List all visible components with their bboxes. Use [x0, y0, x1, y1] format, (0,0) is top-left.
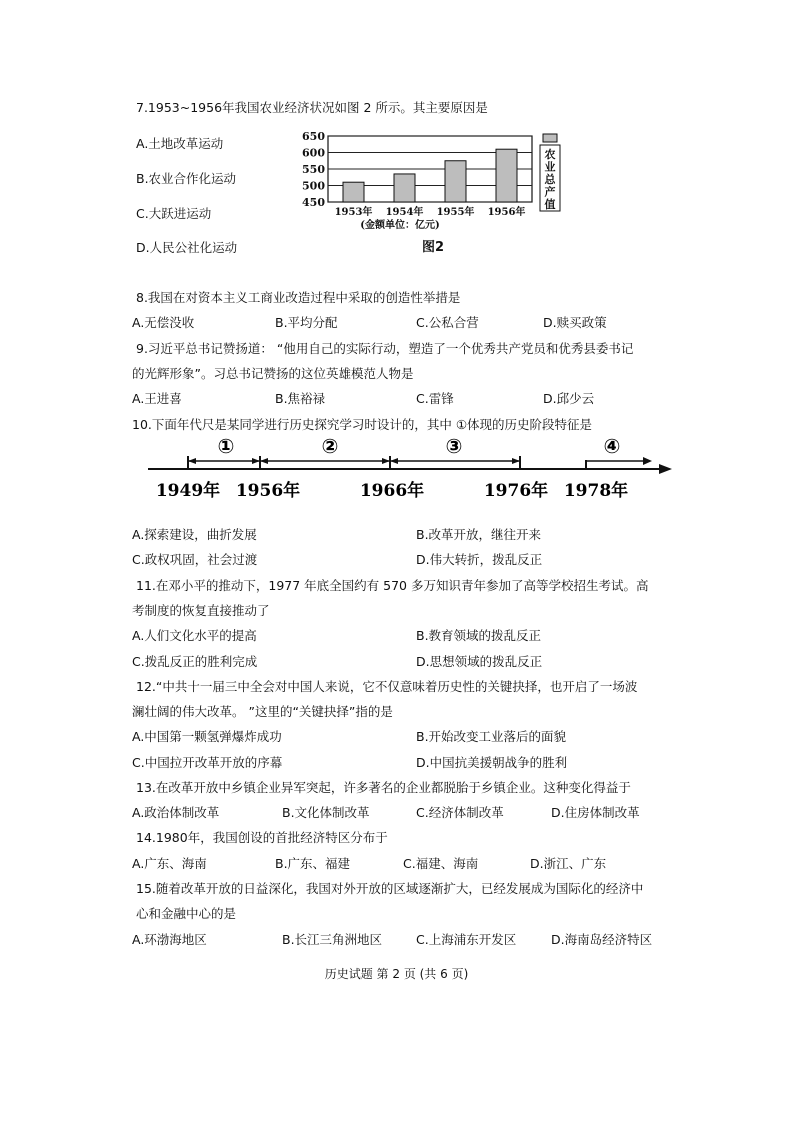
q12-option-c: C.中国拉开改革开放的序幕 — [132, 755, 283, 770]
q7-option-d: D.人民公社化运动 — [136, 240, 238, 255]
q8-option-a: A.无偿没收 — [132, 315, 195, 330]
timeline-year-1976: 1976年 — [483, 481, 549, 501]
q14-option-d: D.浙江、广东 — [530, 856, 607, 871]
q8-option-c: C.公私合营 — [416, 315, 479, 330]
q9-option-c: C.雷锋 — [416, 391, 454, 406]
q13-option-c: C.经济体制改革 — [416, 805, 504, 820]
q13-stem: 13.在改革开放中乡镇企业异军突起，许多著名的企业都脱胎于乡镇企业。这种变化得益于 — [136, 780, 631, 795]
chart-legend-char: 产 — [544, 185, 556, 199]
chart-legend-swatch — [543, 134, 557, 142]
q10-stem: 10.下面年代尺是某同学进行历史探究学习时设计的，其中 ①体现的历史阶段特征是 — [132, 417, 593, 432]
q14-option-b: B.广东、福建 — [275, 856, 351, 871]
page-footer: 历史试题 第 2 页 (共 6 页) — [324, 967, 469, 981]
q10-option-a: A.探索建设，曲折发展 — [132, 527, 257, 542]
q13-option-a: A.政治体制改革 — [132, 805, 220, 820]
q11-option-b: B.教育领域的拨乱反正 — [416, 628, 542, 643]
q8-option-d: D.赎买政策 — [543, 315, 607, 330]
timeline-label-3: ③ — [445, 434, 463, 458]
q9-stem-line1: 9.习近平总书记赞扬道： “他用自己的实际行动，塑造了一个优秀共产党员和优秀县委书记 — [136, 341, 634, 356]
timeline-year-1956: 1956年 — [235, 481, 301, 501]
timeline-year-1966: 1966年 — [359, 481, 425, 501]
chart-bar — [343, 182, 364, 202]
q11-stem-line2: 考制度的恢复直接推动了 — [132, 603, 270, 618]
q12-option-d: D.中国抗美援朝战争的胜利 — [416, 755, 568, 770]
chart-bar — [445, 161, 466, 202]
q11-option-d: D.思想领域的拨乱反正 — [416, 654, 543, 669]
q14-stem: 14.1980年，我国创设的首批经济特区分布于 — [136, 830, 388, 845]
q15-option-a: A.环渤海地区 — [132, 932, 207, 947]
q15-option-b: B.长江三角洲地区 — [282, 932, 383, 947]
chart-legend-char: 总 — [544, 173, 556, 186]
q9-option-a: A.王进喜 — [132, 391, 182, 406]
q7-option-a: A.土地改革运动 — [136, 136, 224, 151]
agriculture-output-bar-chart — [296, 128, 566, 234]
q11-option-a: A.人们文化水平的提高 — [132, 628, 257, 643]
chart-category-label: 1953年 — [334, 207, 373, 218]
q7-option-b: B.农业合作化运动 — [136, 171, 237, 186]
chart-y-tick-label: 600 — [302, 146, 325, 160]
q9-option-d: D.邱少云 — [543, 391, 595, 406]
q15-option-c: C.上海浦东开发区 — [416, 932, 517, 947]
q11-option-c: C.拨乱反正的胜利完成 — [132, 654, 258, 669]
figure-2-label: 图2 — [422, 240, 445, 255]
q10-option-c: C.政权巩固，社会过渡 — [132, 552, 258, 567]
chart-bar — [394, 174, 415, 202]
q15-option-d: D.海南岛经济特区 — [551, 932, 653, 947]
chart-legend-char: 业 — [544, 160, 556, 174]
q9-option-b: B.焦裕禄 — [275, 391, 326, 406]
chart-y-tick-label: 450 — [302, 196, 325, 209]
timeline-year-1949: 1949年 — [155, 481, 221, 501]
q14-option-a: A.广东、海南 — [132, 856, 207, 871]
q10-option-d: D.伟大转折，拨乱反正 — [416, 552, 543, 567]
timeline-ruler — [140, 434, 680, 506]
chart-y-tick-label: 550 — [302, 163, 325, 176]
q7-option-c: C.大跃进运动 — [136, 206, 212, 221]
chart-y-tick-label: 650 — [302, 130, 325, 143]
q12-option-a: A.中国第一颗氢弹爆炸成功 — [132, 729, 282, 744]
timeline-label-2: ② — [321, 434, 339, 458]
chart-category-label: 1956年 — [487, 207, 526, 218]
timeline-year-1978: 1978年 — [563, 481, 629, 501]
q15-stem-line1: 15.随着改革开放的日益深化，我国对外开放的区域逐渐扩大，已经发展成为国际化的经济中 — [136, 881, 644, 896]
chart-y-tick-label: 500 — [302, 179, 325, 193]
q13-option-d: D.住房体制改革 — [551, 805, 640, 820]
chart-category-label: 1955年 — [436, 207, 475, 218]
q10-option-b: B.改革开放，继往开来 — [416, 527, 542, 542]
q11-stem-line1: 11.在邓小平的推动下，1977 年底全国约有 570 多万知识青年参加了高等学校招生考试。高 — [136, 578, 649, 593]
q15-stem-line2: 心和金融中心的是 — [136, 906, 237, 921]
timeline-label-4: ④ — [603, 434, 621, 458]
timeline-label-1: ① — [217, 434, 235, 458]
chart-legend-char: 值 — [544, 198, 556, 211]
q8-stem: 8.我国在对资本主义工商业改造过程中采取的创造性举措是 — [136, 290, 461, 305]
chart-x-axis-label: (金额单位：亿元) — [360, 220, 440, 231]
q7-stem: 7.1953~1956年我国农业经济状况如图 2 所示。其主要原因是 — [136, 100, 488, 115]
q9-stem-line2: 的光辉形象”。习总书记赞扬的这位英雄模范人物是 — [132, 366, 414, 381]
chart-category-label: 1954年 — [385, 207, 424, 218]
chart-legend-char: 农 — [544, 148, 556, 161]
q12-stem-line2: 澜壮阔的伟大改革。 ”这里的“关键抉择”指的是 — [132, 704, 393, 719]
q12-option-b: B.开始改变工业落后的面貌 — [416, 729, 567, 744]
q8-option-b: B.平均分配 — [275, 315, 338, 330]
q14-option-c: C.福建、海南 — [403, 856, 479, 871]
chart-bar — [496, 149, 517, 202]
q13-option-b: B.文化体制改革 — [282, 805, 370, 820]
q12-stem-line1: 12.“中共十一届三中全会对中国人来说，它不仅意味着历史性的关键抉择，也开启了一场波 — [136, 679, 638, 694]
